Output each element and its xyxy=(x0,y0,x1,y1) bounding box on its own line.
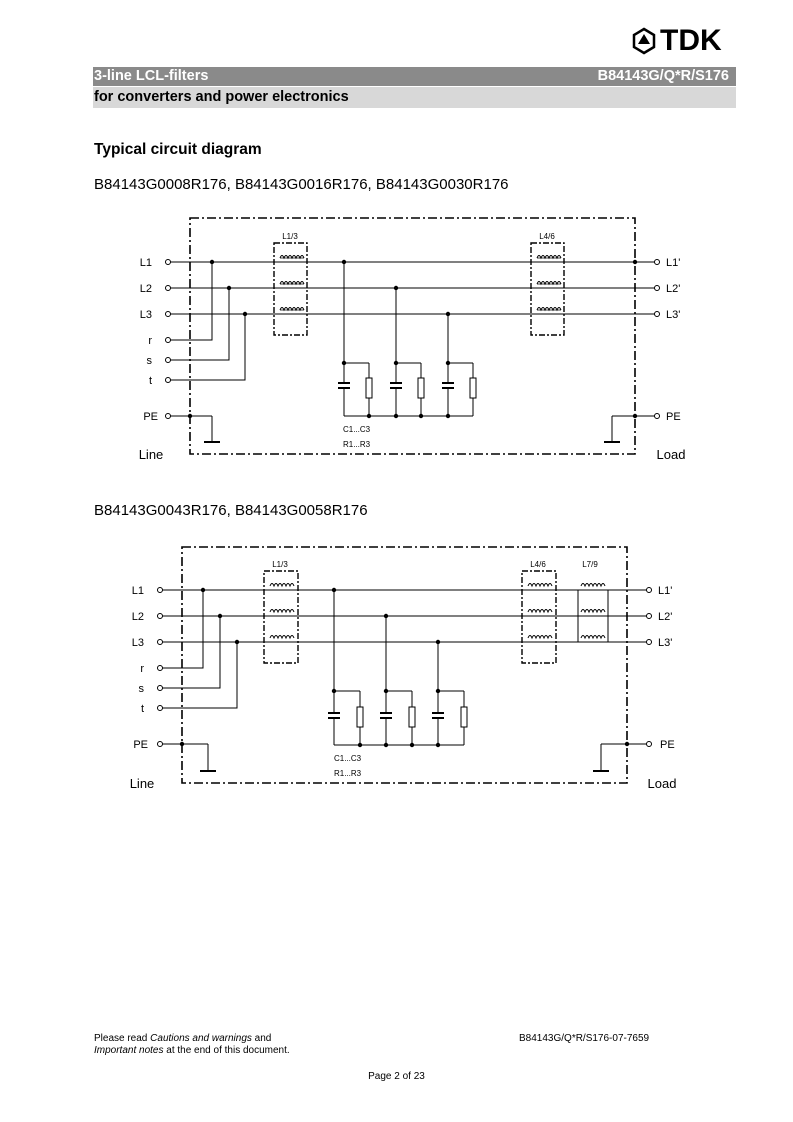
d1-res-label: R1...R3 xyxy=(343,440,371,449)
d1-label-PE-load: PE xyxy=(666,411,681,423)
d1-label-L1: L1 xyxy=(139,257,152,269)
d2-line-side: Line xyxy=(129,776,155,791)
footer-note-and: and xyxy=(251,1033,272,1044)
d2-inductor-label-2: L4/6 xyxy=(530,560,546,569)
d2-label-r: r xyxy=(140,663,144,675)
d1-cap-label: C1...C3 xyxy=(343,425,371,434)
d1-label-r: r xyxy=(148,335,152,347)
d1-line-side: Line xyxy=(138,447,164,462)
d1-inductor-label-1: L1/3 xyxy=(282,232,298,241)
d2-label-L2: L2 xyxy=(131,611,144,623)
d2-load-side: Load xyxy=(647,776,677,791)
footer-note-prefix: Please read xyxy=(94,1033,151,1044)
d1-label-PE-line: PE xyxy=(143,411,158,423)
footer-note xyxy=(94,1033,290,1057)
d2-label-s: s xyxy=(138,683,144,695)
d2-label-L1p: L1' xyxy=(658,585,673,597)
d2-inductor-label-1: L1/3 xyxy=(272,560,288,569)
d1-label-L3p: L3' xyxy=(666,309,681,321)
doc-code: B84143G/Q*R/S176-07-7659 xyxy=(519,1033,650,1044)
d2-res-label: R1...R3 xyxy=(334,769,362,778)
d1-label-s: s xyxy=(146,355,152,367)
diagram1-part-numbers: B84143G0008R176, B84143G0016R176, B84143G0030R176 xyxy=(94,176,509,193)
d2-label-L3: L3 xyxy=(131,637,144,649)
d2-label-t: t xyxy=(140,703,144,715)
logo-text: TDK xyxy=(660,24,722,57)
d1-label-L2p: L2' xyxy=(666,283,681,295)
d1-label-L1p: L1' xyxy=(666,257,681,269)
subtitle: for converters and power electronics xyxy=(94,89,349,105)
d2-label-PE-line: PE xyxy=(133,739,148,751)
diagram2-part-numbers: B84143G0043R176, B84143G0058R176 xyxy=(94,502,368,519)
cautions-link: Cautions and warnings xyxy=(150,1033,252,1044)
footer-note-suffix: at the end of this document. xyxy=(163,1045,290,1056)
d2-cap-label: C1...C3 xyxy=(334,754,362,763)
d1-load-side: Load xyxy=(656,447,686,462)
d1-label-t: t xyxy=(148,375,152,387)
d2-inductor-label-3: L7/9 xyxy=(582,560,598,569)
d2-label-L2p: L2' xyxy=(658,611,673,623)
d2-label-L1: L1 xyxy=(131,585,144,597)
d1-label-L2: L2 xyxy=(139,283,152,295)
section-title: Typical circuit diagram xyxy=(94,141,262,158)
page-number: Page 2 of 23 xyxy=(368,1071,425,1082)
d1-inductor-label-2: L4/6 xyxy=(539,232,555,241)
d2-label-L3p: L3' xyxy=(658,637,673,649)
d2-label-PE-load: PE xyxy=(660,739,675,751)
part-code: B84143G/Q*R/S176 xyxy=(597,68,729,84)
important-notes-link: Important notes xyxy=(94,1045,164,1056)
product-family: 3-line LCL-filters xyxy=(94,68,209,84)
d1-label-L3: L3 xyxy=(139,309,152,321)
